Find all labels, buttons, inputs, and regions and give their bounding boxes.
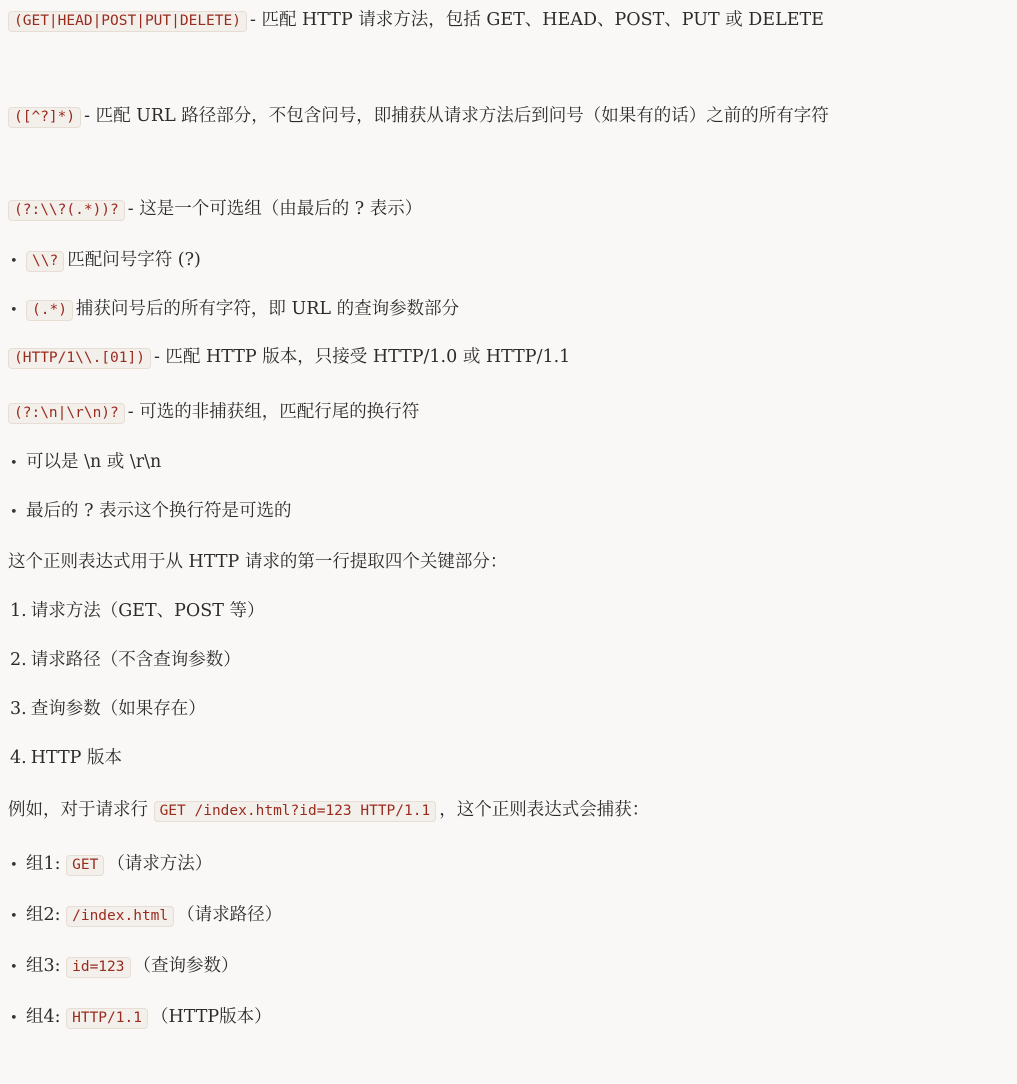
example-line: 例如，对于请求行 GET /index.html?id=123 HTTP/1.1 ，这个正则表达式会捕获： (8, 800, 650, 820)
list-item: • 组2: /index.html （请求路径） (10, 900, 987, 932)
regex-part-method (8, 2, 987, 39)
regex-part-query (8, 194, 987, 225)
regex-part-path (8, 98, 987, 135)
regex-part-newline (8, 397, 987, 428)
code-capture-all: (.*) (26, 300, 73, 321)
bullet-icon: • (10, 1011, 18, 1026)
list-item: • 组1: GET （请求方法） (10, 849, 987, 881)
bullet-icon: • (10, 456, 18, 471)
code-example-request: GET /index.html?id=123 HTTP/1.1 (154, 801, 437, 822)
list-item (10, 447, 987, 479)
list-item (10, 245, 987, 277)
list-item-text: 最后的 ? 表示这个换行符是可选的 (26, 501, 292, 521)
list-item-text: 捕获问号后的所有字符，即 URL 的查询参数部分 (75, 299, 460, 319)
version-description: - 匹配 HTTP 版本，只接受 HTTP/1.0 或 HTTP/1.1 (153, 347, 571, 367)
ordered-list-item: 3. 查询参数（如果存在） (10, 699, 206, 719)
bullet-icon: • (10, 254, 18, 269)
code-group-2: /index.html (66, 906, 174, 927)
path-description: - 匹配 URL 路径部分，不包含问号，即捕获从请求方法后到问号（如果有的话）之前的所有字符 (84, 106, 829, 126)
code-query-regex: (?:\\?(.*))? (8, 200, 125, 221)
ordered-list-item: 4. HTTP 版本 (10, 748, 122, 768)
code-path-regex: ([^?]*) (8, 107, 81, 128)
code-newline-regex: (?:\n|\r\n)? (8, 403, 125, 424)
code-method-regex: (GET|HEAD|POST|PUT|DELETE) (8, 11, 247, 32)
code-version-regex: (HTTP/1\\.[01]) (8, 348, 151, 369)
bullet-icon: • (10, 303, 18, 318)
newline-description: - 可选的非捕获组，匹配行尾的换行符 (127, 402, 420, 422)
list-item-text: 匹配问号字符 (?) (67, 250, 201, 270)
ordered-list-item: 2. 请求路径（不含查询参数） (10, 650, 241, 670)
list-item-text: 可以是 \n 或 \r\n (26, 452, 162, 472)
ordered-list-item: 1. 请求方法（GET、POST 等） (10, 601, 265, 621)
list-item: • 组4: HTTP/1.1 （HTTP版本） (10, 1002, 987, 1034)
method-description: - 匹配 HTTP 请求方法，包括 GET、HEAD、POST、PUT 或 DELETE (249, 10, 824, 30)
bullet-icon: • (10, 960, 18, 975)
list-item (10, 496, 987, 528)
regex-part-version (8, 342, 987, 373)
bullet-icon: • (10, 505, 18, 520)
list-item: • 组3: id=123 （查询参数） (10, 951, 987, 983)
query-description: - 这是一个可选组（由最后的 ? 表示） (127, 199, 423, 219)
summary-text: 这个正则表达式用于从 HTTP 请求的第一行提取四个关键部分： (8, 552, 508, 572)
list-item (10, 294, 987, 326)
code-question-mark: \\? (26, 251, 64, 272)
code-group-1: GET (66, 855, 104, 876)
bullet-icon: • (10, 858, 18, 873)
code-group-3: id=123 (66, 957, 130, 978)
code-group-4: HTTP/1.1 (66, 1008, 148, 1029)
bullet-icon: • (10, 909, 18, 924)
